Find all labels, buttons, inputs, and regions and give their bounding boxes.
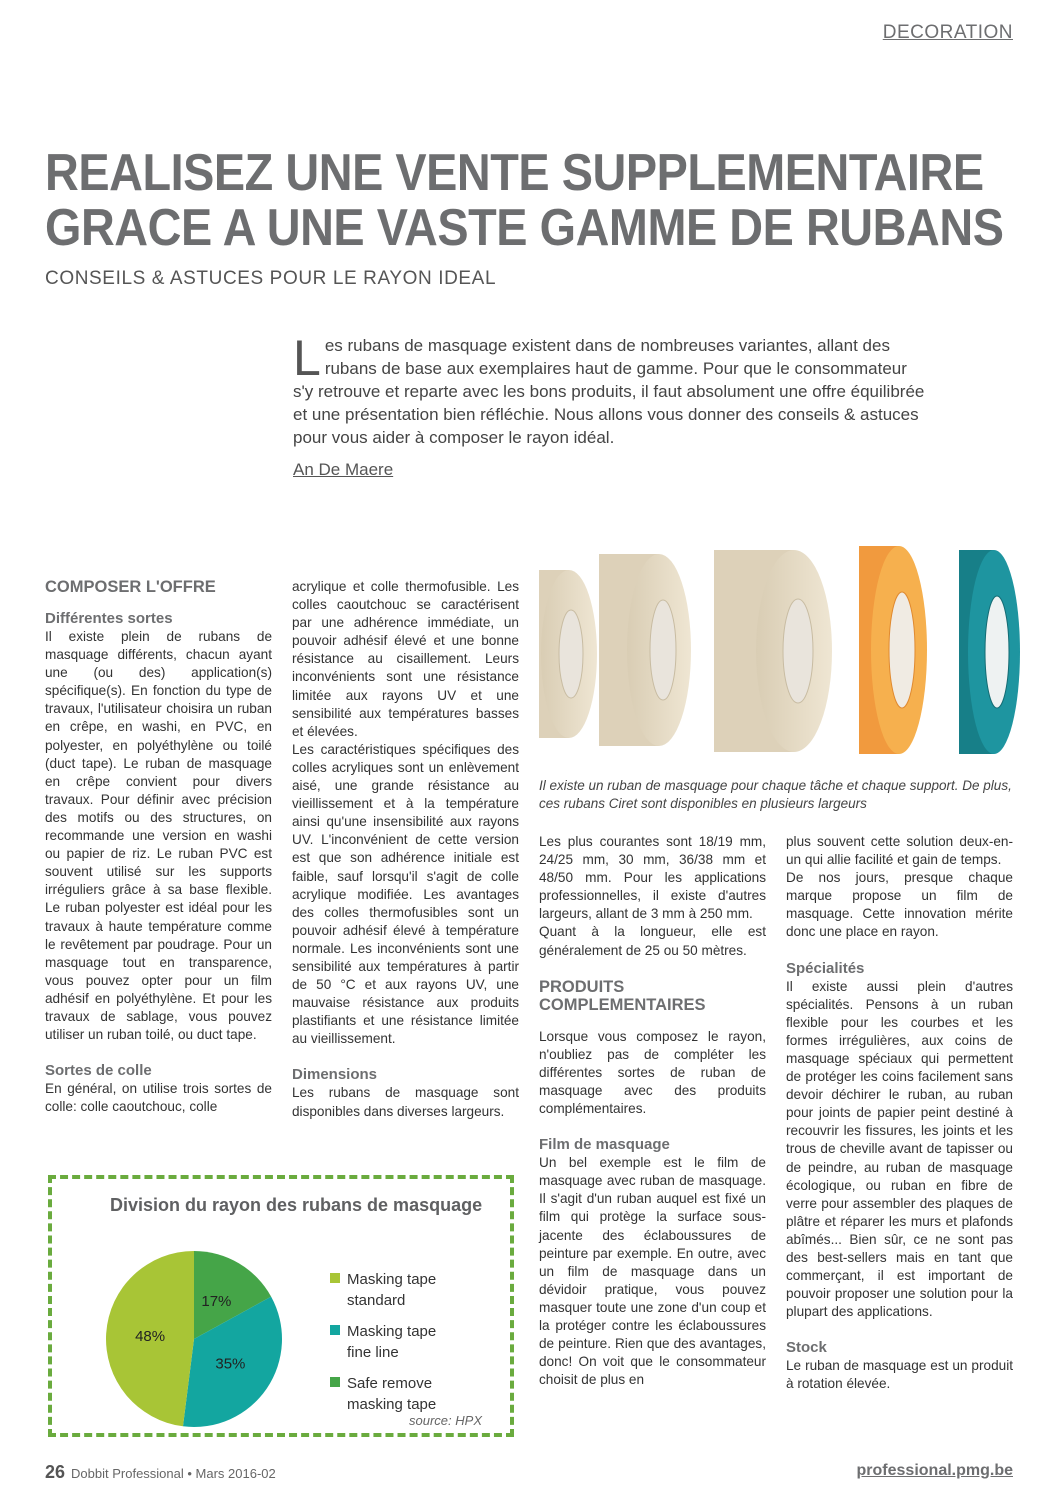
- subheading: Différentes sortes: [45, 610, 173, 627]
- paragraph: Le ruban de masquage est un produit à rotation élevée.: [786, 1358, 1013, 1392]
- footer-publication: [45, 1462, 276, 1483]
- intro-text: es rubans de masquage existent dans de nombreuses variantes, allant des rubans de base aux exemplaires haut de gamme. Pour que le consommateur s'y retrouve et reparte avec les bons produits, il faut absolument une offre équilibrée et une présentation bien réfléchie. Nous allons vous donner des conseils & astuces pour vous aider à composer le rayon idéal.: [293, 336, 925, 447]
- tape-rolls-image: [539, 540, 1020, 762]
- publication-info: Dobbit Professional • Mars 2016-02: [71, 1466, 276, 1481]
- legend-label: Masking tape standard: [347, 1271, 437, 1309]
- pie-chart: [104, 1249, 284, 1429]
- subheading: Film de masquage: [539, 1136, 670, 1154]
- pie-data-label: 17%: [201, 1293, 232, 1311]
- paragraph: Lorsque vous composez le rayon, n'oubliez pas de compléter les différentes sortes de ruban de masquage avec des produits complémentaires.: [539, 1028, 766, 1117]
- legend-item: [330, 1373, 457, 1415]
- tape-rolls-photo: [539, 540, 1020, 762]
- title-line-2: GRACE A UNE VASTE GAMME DE RUBANS: [45, 199, 1004, 257]
- subheading: Spécialités: [786, 959, 865, 977]
- section-tag: DECORATION: [882, 22, 1013, 43]
- section-heading: PRODUITS COMPLEMENTAIRES: [539, 977, 706, 1014]
- paragraph: Il existe aussi plein d'autres spécialités. Pensons à un ruban flexible pour les courbes et les formes irrégulières, aux coins de masquage spéciaux qui permettent de protéger les coins facilement sans devoir déchirer le ruban, au ruban pour joints de papier peint destiné à recouvrir les fissures, les joints et les trous de cheville avant de tapisser ou de peindre, au ruban de masquage écologique, ou ruban en fibre de verre pour assembler des plaques de plâtre et réparer les murs et plafonds abîmés... Bien sûr, ce ne sont pas des best-sellers mais en tant que commerçant, il est important de pouvoir proposer une solution pour la plupart des applications.: [786, 978, 1013, 1320]
- paragraph: Les rubans de masquage sont disponibles dans diverses largeurs.: [292, 1085, 519, 1119]
- chart-title: Division du rayon des rubans de masquage: [110, 1195, 483, 1215]
- page-number: 26: [45, 1462, 66, 1482]
- pie-data-label: 48%: [135, 1328, 166, 1346]
- column-1: [45, 578, 272, 1116]
- legend-item: [330, 1321, 457, 1363]
- legend-label: Safe remove masking tape: [347, 1375, 437, 1413]
- subheading: Sortes de colle: [45, 1062, 152, 1080]
- legend-label: Masking tape fine line: [347, 1323, 437, 1361]
- tape-roll-1: [539, 570, 597, 738]
- legend-item: [330, 1269, 457, 1311]
- legend-swatch: [330, 1325, 340, 1335]
- paragraph: Un bel exemple est le film de masquage avec ruban de masquage. Il s'agit d'un ruban auquel est fixé un film qui protège la surface sous-jacente des éclaboussures de peinture par exemple. En outre, avec un film de masquage dans un dévidoir pratique, vous pouvez masquer toute une zone d'un coup et la protéger contre les éclaboussures de peinture. Rien que des avantages, donc! On voit que le consommateur choisit de plus en: [539, 1155, 766, 1388]
- paragraph: plus souvent cette solution deux-en-un qui allie facilité et gain de temps.: [786, 834, 1013, 868]
- author-link[interactable]: An De Maere: [293, 460, 394, 479]
- tape-roll-orange: [859, 546, 927, 754]
- intro-paragraph: [293, 330, 928, 449]
- column-4: [786, 833, 1013, 1394]
- tape-roll-2: [599, 554, 691, 746]
- article-title: [45, 146, 1003, 256]
- section-heading: COMPOSER L'OFFRE: [45, 578, 216, 596]
- drop-cap: L: [293, 330, 321, 386]
- legend-swatch: [330, 1377, 340, 1387]
- column-3: [539, 833, 766, 1389]
- pie-chart-box: [48, 1175, 514, 1437]
- chart-source: source: HPX: [409, 1413, 482, 1428]
- paragraph: acrylique et colle thermofusible. Les colles caoutchouc se caractérisent par une adhérence immédiate, un pouvoir adhésif élevé et une bonne résistance au cisaillement. Leurs inconvénients sont une résistance limitée aux rayons UV et une sensibilité aux températures basses et élevées.: [292, 579, 519, 739]
- chart-legend: [330, 1269, 457, 1425]
- photo-caption: Il existe un ruban de masquage pour chaque tâche et chaque support. De plus, ces rubans Ciret sont disponibles en plusieurs largeurs: [539, 778, 1012, 811]
- website-link[interactable]: professional.pmg.be: [856, 1462, 1013, 1479]
- pie-data-label: 35%: [215, 1355, 246, 1373]
- tape-roll-3: [714, 550, 832, 752]
- article-subtitle: CONSEILS & ASTUCES POUR LE RAYON IDEAL: [45, 268, 497, 289]
- legend-swatch: [330, 1273, 340, 1283]
- paragraph: Il existe plein de rubans de masquage différents, chacun ayant une (ou des) application(s) spécifique(s). En fonction du type de travaux, l'utilisateur choisira un ruban en crêpe, en washi, en PVC, en polyester, en polyéthylène ou toilé (duct tape). Le ruban de masquage en crêpe convient pour divers travaux. Pour définir avec précision des motifs ou des structures, on recommande une version en washi ou papier de riz. Le ruban PVC est souvent utilisé sur les supports irréguliers grâce à sa base flexible. Le ruban polyester est idéal pour les travaux à haute température comme le revêtement par poudrage. Pour un masquage tout en transparence, vous pouvez opter pour un film adhésif en polyéthylène. Et pour les travaux de sablage, vous pouvez utiliser un ruban toilé, ou duct tape.: [45, 629, 272, 1043]
- paragraph: De nos jours, presque chaque marque propose un film de masquage. Cette innovation mérite donc une place en rayon.: [786, 870, 1013, 940]
- paragraph: Quant à la longueur, elle est généralement de 25 ou 50 mètres.: [539, 924, 766, 958]
- paragraph: Les caractéristiques spécifiques des colles acryliques sont un enlèvement aisé, une grande résistance au vieillissement et à la température ainsi qu'une insensibilité aux rayons UV. L'inconvénient de cette version est que son adhérence initiale est faible, sauf lorsqu'il s'agit de colle acrylique modifiée. Les avantages des colles thermofusibles sont un pouvoir adhésif élevé à température normale. Les inconvénients sont une sensibilité aux températures à partir de 50 °C et aux rayons UV, une mauvaise résistance aux produits plastifiants et une résistance limitée au vieillissement.: [292, 741, 519, 1047]
- tape-roll-teal: [959, 550, 1020, 754]
- column-2: [292, 578, 519, 1121]
- title-line-1: REALISEZ UNE VENTE SUPPLEMENTAIRE: [45, 144, 984, 202]
- paragraph: En général, on utilise trois sortes de colle: colle caoutchouc, colle: [45, 1081, 272, 1115]
- subheading: Stock: [786, 1339, 827, 1357]
- subheading: Dimensions: [292, 1066, 378, 1084]
- paragraph: Les plus courantes sont 18/19 mm, 24/25 mm, 30 mm, 36/38 mm et 48/50 mm. Pour les applications professionnelles, il existe d'autres largeurs, allant de 3 mm à 250 mm.: [539, 834, 766, 922]
